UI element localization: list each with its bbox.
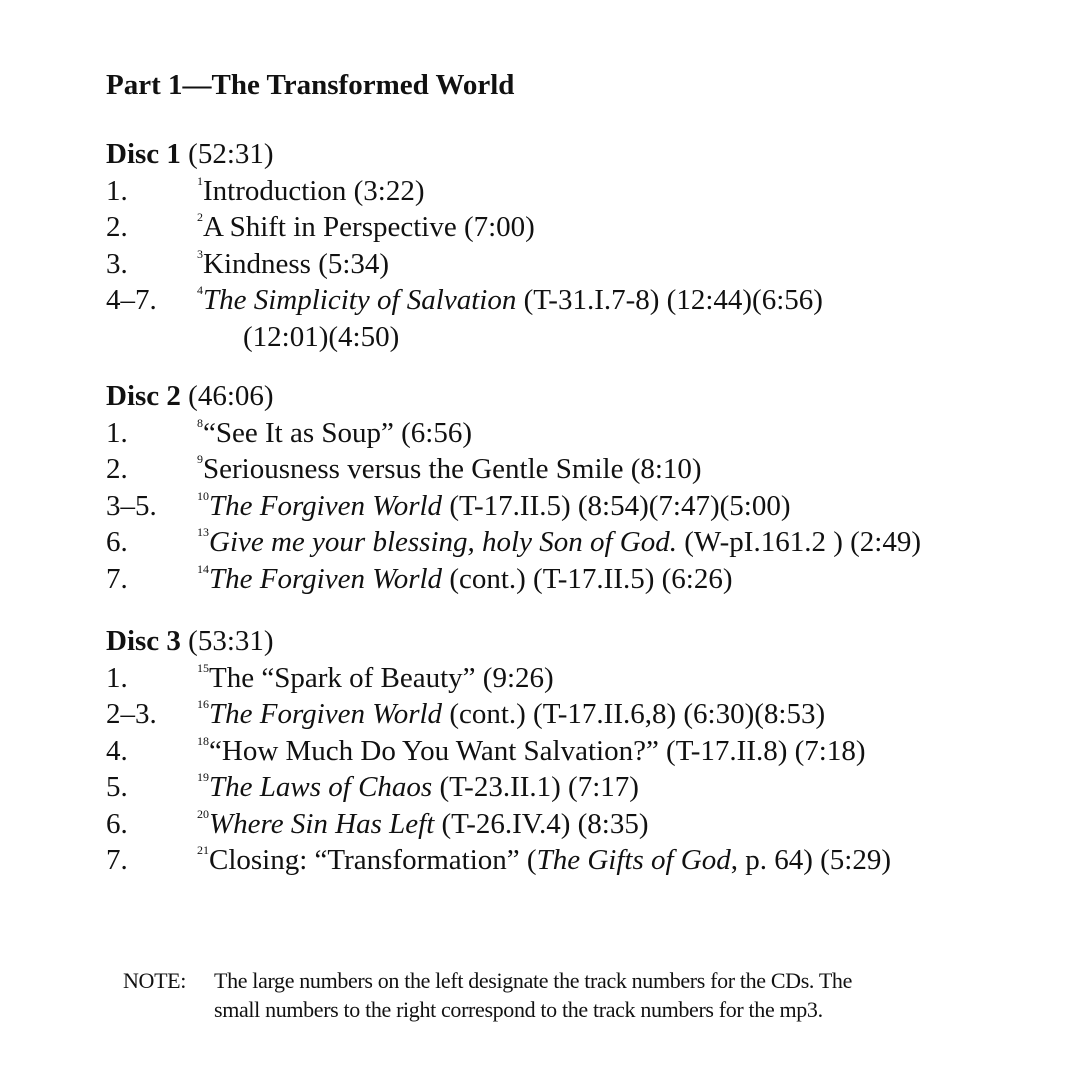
disc-2-section [106,378,921,597]
track-row [106,842,892,879]
note-label: NOTE: [123,968,187,993]
disc-header [106,623,274,660]
track-row [106,451,702,488]
track-row [106,769,639,806]
track-row [106,660,554,697]
track-row [106,173,425,210]
title-segment: Kindness (5:34) [203,247,390,280]
cd-track-number: 5. [106,771,128,803]
mp3-track-number: 20 [197,806,209,821]
note-text [214,966,1054,1024]
mp3-track-number: 18 [197,733,209,748]
track-row [106,561,733,598]
track-list [106,173,823,356]
italic-title-segment: The Forgiven World [209,562,443,595]
mp3-track-number: 8 [197,415,203,430]
title-segment: The “Spark of Beauty” (9:26) [209,661,554,694]
mp3-track-number: 21 [197,843,209,858]
title-segment: (cont.) (T-17.II.6,8) (6:30)(8:53) [442,698,826,730]
title-segment: (cont.) (T-17.II.5) (6:26) [442,562,733,595]
track-row [106,246,390,283]
title-segment: “See It as Soup” (6:56) [203,416,472,449]
track-title [197,842,891,879]
mp3-track-number: 2 [197,210,203,225]
track-continuation: (12:01)(4:50) [243,320,400,353]
cd-track-number: 1. [106,416,128,449]
title-segment: (T-26.IV.4) (8:35) [434,807,649,840]
italic-title-segment: The Forgiven World [209,489,443,522]
disc-1-section [106,136,823,355]
cd-track-number: 4. [106,734,128,767]
mp3-track-number: 4 [197,283,203,298]
track-title [197,173,424,210]
italic-title-segment: Give me your blessing, holy Son of God. [209,526,677,558]
mp3-track-number: 10 [197,488,209,503]
mp3-track-number: 16 [197,697,209,712]
title-segment: “How Much Do You Want Salvation?” (T-17.II.8) (7:18) [209,734,866,767]
title-segment: , p. 64) (5:29) [730,844,892,876]
track-row [106,806,649,843]
track-title [197,246,389,283]
cd-track-number: 6. [106,807,128,840]
track-title [197,660,554,697]
disc-header [106,378,274,415]
cd-track-number: 2. [106,453,128,485]
track-row [106,524,921,561]
track-row [106,733,866,770]
cd-track-number: 7. [106,844,128,876]
cd-track-number: 2. [106,211,128,243]
cd-track-number: 4–7. [106,284,157,316]
track-title [197,769,639,806]
track-row [106,488,791,525]
italic-title-segment: The Simplicity of Salvation [203,284,517,316]
italic-title-segment: Where Sin Has Left [209,807,435,840]
title-segment: Closing: “Transformation” ( [209,844,537,876]
mp3-track-number: 14 [197,561,209,576]
cd-track-number: 2–3. [106,698,157,730]
track-title [197,561,733,598]
cd-track-number: 6. [106,526,128,558]
disc-duration: (53:31) [188,625,274,657]
disc-label: Disc 1 [106,138,181,170]
disc-header [106,136,274,173]
title-segment: A Shift in Perspective (7:00) [203,211,535,243]
track-list [106,415,921,598]
track-row [106,282,823,355]
cd-track-number: 7. [106,562,128,595]
track-title [197,806,649,843]
track-list [106,660,892,879]
italic-title-segment: The Forgiven World [209,698,443,730]
title-segment: Seriousness versus the Gentle Smile (8:10) [203,453,702,485]
cd-track-number: 1. [106,661,128,694]
disc-3-section [106,623,892,879]
track-row [106,696,826,733]
track-title [197,488,791,525]
title-segment: Introduction (3:22) [203,174,425,207]
note-line: The large numbers on the left designate the track numbers for the CDs. The [214,968,852,993]
track-title [197,524,921,561]
mp3-track-number: 1 [197,173,203,188]
track-title [197,733,866,770]
note-line: small numbers to the right correspond to the track numbers for the mp3. [214,997,823,1022]
mp3-track-number: 9 [197,452,203,467]
part-title: Part 1—The Transformed World [106,69,515,101]
mp3-track-number: 3 [197,246,203,261]
track-row [106,415,472,452]
title-segment: (W-pI.161.2 ) (2:49) [676,526,921,558]
mp3-track-number: 15 [197,660,209,675]
italic-title-segment: The Gifts of God [536,844,731,876]
cd-track-number: 1. [106,174,128,207]
track-row [106,209,535,246]
track-title [197,696,825,733]
track-title [197,451,702,488]
title-segment: (T-17.II.5) (8:54)(7:47)(5:00) [442,489,791,522]
mp3-track-number: 13 [197,525,209,540]
disc-label: Disc 2 [106,380,181,412]
track-title [197,415,472,452]
disc-label: Disc 3 [106,625,181,657]
cd-track-number: 3. [106,247,128,280]
title-segment: (T-31.I.7-8) (12:44)(6:56) [516,284,823,316]
track-title [197,282,823,319]
mp3-track-number: 19 [197,770,209,785]
cd-track-number: 3–5. [106,489,157,522]
track-title [197,209,535,246]
italic-title-segment: The Laws of Chaos [209,771,433,803]
title-segment: (T-23.II.1) (7:17) [432,771,639,803]
disc-duration: (46:06) [188,380,274,412]
disc-duration: (52:31) [188,138,274,170]
